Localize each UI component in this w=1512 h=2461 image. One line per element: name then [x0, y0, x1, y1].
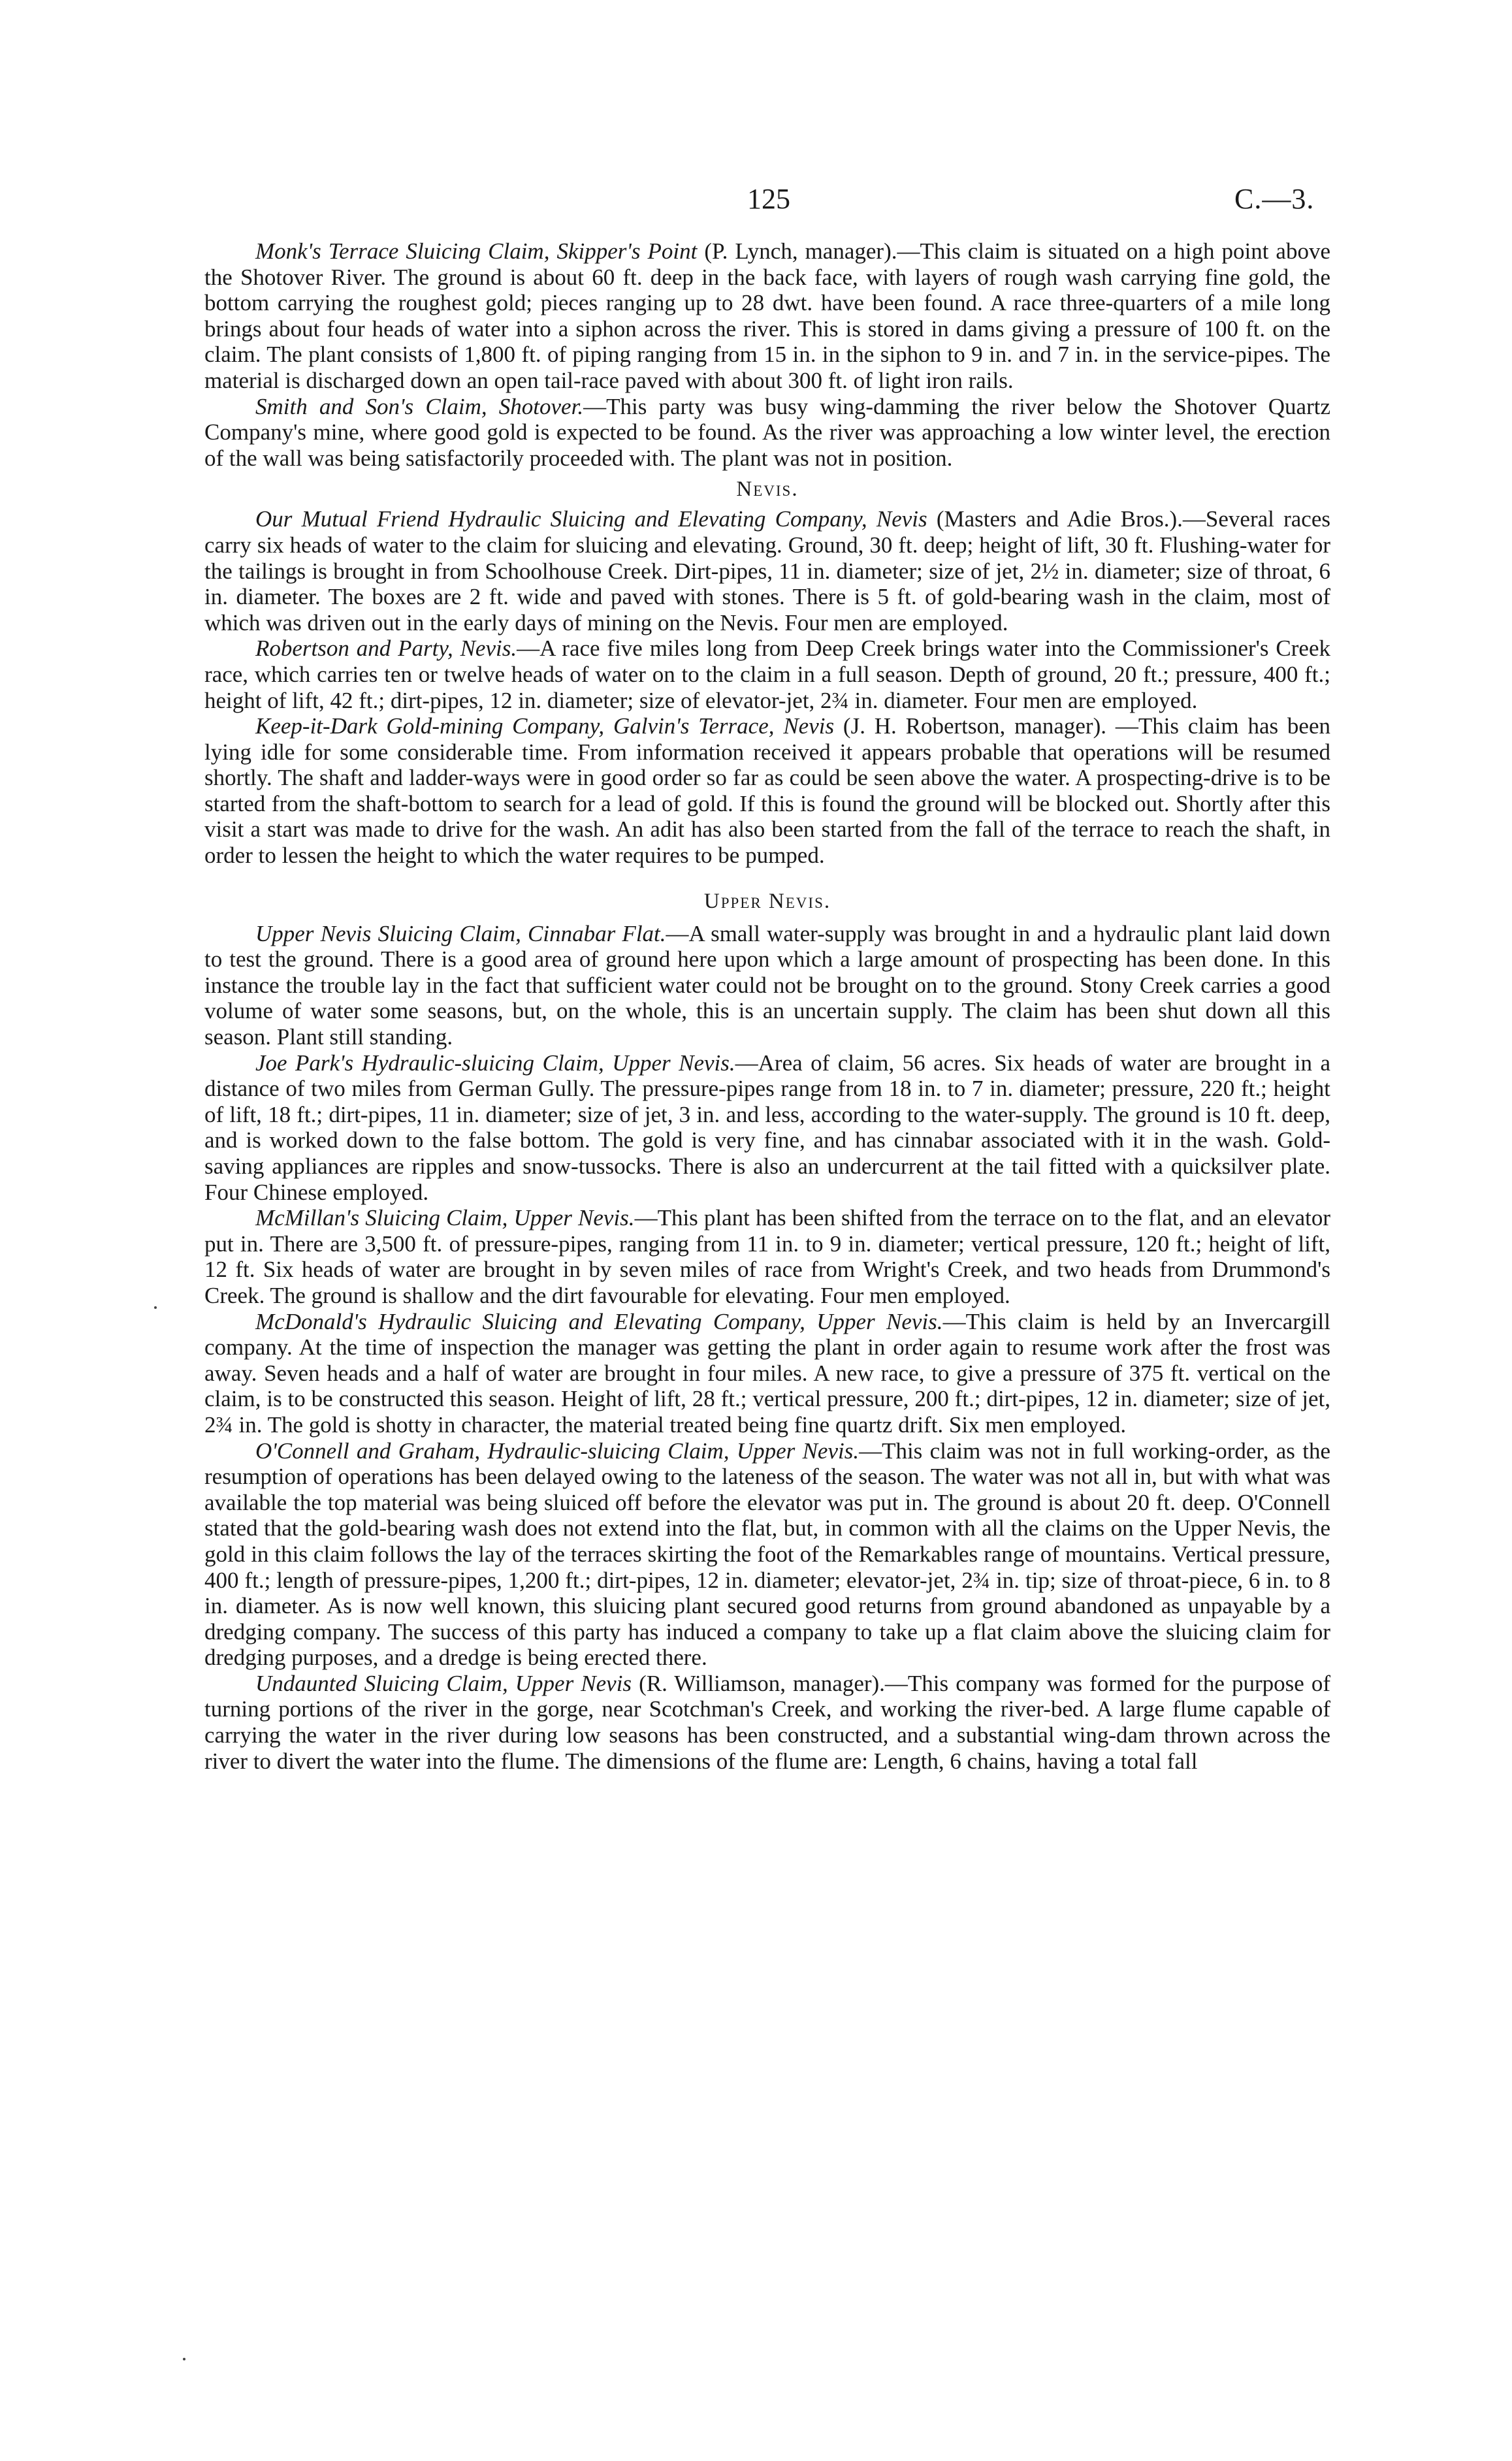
paragraph-smith-and-son: [204, 394, 1330, 472]
paragraph-keep-it-dark: [204, 713, 1330, 869]
paragraph-lead: Our Mutual Friend Hydraulic Sluicing and Elevating Company, Nevis: [255, 506, 927, 532]
paragraph-text: —A small water-supply was brought in and a hydraulic plant laid down to test the ground. There is a good area of ground here upon which a large amount of prospecting has been done. In this instance the trouble lay in the fact that sufficient water could not be brought on to the ground. Stony Creek carries a good volume of water some seasons, but, on the whole, this is an uncertain supply. The claim has been shut down all this season. Plant still standing.: [204, 920, 1330, 1050]
paragraph-mcmillans: [204, 1205, 1330, 1308]
paragraph-text: (J. H. Robertson, manager). —This claim has been lying idle for some considerable time. From information received it appears probable that operations will be resumed shortly. The shaft and ladder-ways were in good order so far as could be seen above the water. A prospecting-drive is to be started from the shaft-bottom to search for a lead of gold. If this is found the ground will be blocked out. Shortly after this visit a start was made to drive for the wash. An adit has also been started from the fall of the terrace to reach the shaft, in order to lessen the height to which the water requires to be pumped.: [204, 713, 1330, 869]
paragraph-lead: Keep-it-Dark Gold-mining Company, Galvin's Terrace, Nevis: [255, 713, 835, 739]
paragraph-our-mutual-friend: [204, 506, 1330, 635]
paragraph-text: (Masters and Adie Bros.).—Several races carry six heads of water to the claim for sluicing and elevating. Ground, 30 ft. deep; height of lift, 30 ft. Flushing-water for the tailings is brought in from Schoolhouse Creek. Dirt-pipes, 11 in. diameter; size of jet, 2½ in. diameter; size of throat, 6 in. diameter. The boxes are 2 ft. wide and paved with stones. There is 5 ft. of gold-bearing wash in the claim, most of which was driven out in the early days of mining on the Nevis. Four men are employed.: [204, 506, 1330, 635]
paragraph-lead: Joe Park's Hydraulic-sluicing Claim, Upper Nevis.: [255, 1050, 735, 1076]
paragraph-mcdonalds: [204, 1309, 1330, 1438]
paragraph-joe-parks: [204, 1050, 1330, 1206]
paragraph-lead: McDonald's Hydraulic Sluicing and Elevating Company, Upper Nevis.: [255, 1308, 943, 1334]
document-reference: C.—3.: [1234, 183, 1315, 215]
paragraph-text: (P. Lynch, manager).—This claim is situated on a high point above the Shotover River. The ground is about 60 ft. deep in the back face, with layers of rough wash carrying fine gold, the bottom carrying the roughest gold; pieces ranging up to 28 dwt. have been found. A race three-quarters of a mile long brings about four heads of water into a siphon across the river. This is stored in dams giving a pressure of 100 ft. on the claim. The plant consists of 1,800 ft. of piping ranging from 15 in. in the siphon to 9 in. and 7 in. in the service-pipes. The material is discharged down an open tail-race paved with about 300 ft. of light iron rails.: [204, 238, 1330, 393]
section-heading-nevis: Nevis.: [736, 477, 799, 502]
paragraph-oconnell-and-graham: [204, 1438, 1330, 1671]
paragraph-lead: Smith and Son's Claim, Shotover.: [255, 393, 584, 419]
section-heading-upper-nevis: Upper Nevis.: [703, 889, 831, 913]
paragraph-text: —This claim was not in full working-order, as the resumption of operations has been delayed owing to the lateness of the season. The water was not all in, but with what was available the top material was being sluiced off before the elevator was put in. The ground is about 20 ft. deep. O'Connell stated that the gold-bearing wash does not extend into the flat, but, in common with all the claims on the Upper Nevis, the gold in this claim follows the lay of the terraces skirting the foot of the Remarkables range of mountains. Vertical pressure, 400 ft.; length of pressure-pipes, 1,200 ft.; dirt-pipes, 12 in. diameter; elevator-jet, 2¾ in. tip; size of throat-piece, 6 in. to 8 in. diameter. As is now well known, this sluicing plant secured good returns from ground abandoned as unpayable by a dredging company. The success of this party has induced a company to take up a flat claim above the sluicing claim for dredging purposes, and a dredge is being erected there.: [204, 1438, 1330, 1671]
paragraph-robertson-and-party: [204, 635, 1330, 713]
page-header: [0, 180, 1512, 219]
scan-speck: [183, 2358, 185, 2360]
paragraph-text: —This plant has been shifted from the terrace on to the flat, and an elevator put in. There are 3,500 ft. of pressure-pipes, ranging from 11 in. to 9 in. diameter; vertical pressure, 120 ft.; height of lift, 12 ft. Six heads of water are brought in by seven miles of race from Wright's Creek, and two heads from Drummond's Creek. The ground is shallow and the dirt favourable for elevating. Four men employed.: [204, 1205, 1330, 1308]
paragraph-lead: Upper Nevis Sluicing Claim, Cinnabar Flat.: [255, 920, 666, 946]
paragraph-text: —This party was busy wing-damming the river below the Shotover Quartz Company's mine, where good gold is expected to be found. As the river was approaching a low winter level, the erection of the wall was being satisfactorily proceeded with. The plant was not in position.: [204, 393, 1331, 471]
paragraph-undaunted: [204, 1671, 1330, 1774]
paragraph-upper-nevis-sluicing: [204, 921, 1330, 1050]
body-text: [204, 238, 1330, 1774]
paragraph-lead: O'Connell and Graham, Hydraulic-sluicing Claim, Upper Nevis.: [255, 1438, 860, 1464]
paragraph-text: (R. Williamson, manager).—This company was formed for the purpose of turning portions of the river in the gorge, near Scotchman's Creek, and working the river-bed. A large flume capable of carrying the water in the river during low seasons has been constructed, and a substantial wing-dam thrown across the river to divert the water into the flume. The dimensions of the flume are: Length, 6 chains, having a total fall: [204, 1670, 1330, 1774]
paragraph-monks-terrace: [204, 238, 1330, 394]
paragraph-lead: Monk's Terrace Sluicing Claim, Skipper's Point: [255, 238, 698, 264]
paragraph-text: —Area of claim, 56 acres. Six heads of water are brought in a distance of two miles from German Gully. The pressure-pipes range from 18 in. to 7 in. diameter; pressure, 220 ft.; height of lift, 18 ft.; dirt-pipes, 11 in. diameter; size of jet, 3 in. and less, according to the water-supply. The ground is 10 ft. deep, and is worked down to the false bottom. The gold is very fine, and has cinnabar associated with it in the wash. Gold-saving appliances are ripples and snow-tussocks. There is also an undercurrent at the tail fitted with a quicksilver plate. Four Chinese employed.: [204, 1050, 1330, 1205]
paragraph-text: —This claim is held by an Invercargill company. At the time of inspection the manager was getting the plant in order again to resume work after the frost was away. Seven heads and a half of water are brought in four miles. A new race, to give a pressure of 375 ft. vertical on the claim, is to be constructed this season. Height of lift, 28 ft.; vertical pressure, 200 ft.; dirt-pipes, 12 in. diameter; size of jet, 2¾ in. The gold is shotty in character, the material treated being fine quartz drift. Six men employed.: [204, 1308, 1331, 1438]
paragraph-lead: McMillan's Sluicing Claim, Upper Nevis.: [255, 1205, 635, 1231]
paragraph-text: —A race five miles long from Deep Creek brings water into the Commissioner's Creek race, which carries ten or twelve heads of water on to the claim in a full season. Depth of ground, 20 ft.; pressure, 400 ft.; height of lift, 42 ft.; dirt-pipes, 12 in. diameter; size of elevator-jet, 2¾ in. diameter. Four men are employed.: [204, 635, 1330, 713]
paragraph-lead: Undaunted Sluicing Claim, Upper Nevis: [255, 1670, 632, 1696]
paragraph-lead: Robertson and Party, Nevis.: [255, 635, 517, 662]
scan-speck: [154, 1306, 157, 1309]
page-number: 125: [747, 183, 790, 215]
